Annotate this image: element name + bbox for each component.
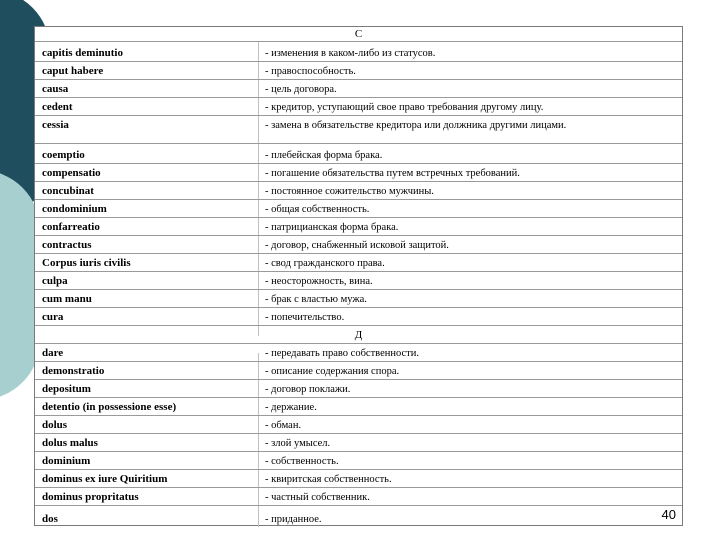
definition: - приданное. xyxy=(265,514,322,525)
definition: - общая собственность. xyxy=(265,204,370,215)
term: dos xyxy=(42,513,58,525)
definition: - злой умысел. xyxy=(265,438,331,449)
table-row xyxy=(35,452,682,470)
section-letter-d xyxy=(35,326,682,344)
definition: - брак с властью мужа. xyxy=(265,294,367,305)
definition: - собственность. xyxy=(265,456,339,467)
term: dolus malus xyxy=(42,437,98,449)
table-row xyxy=(35,488,682,506)
term: capitis deminutio xyxy=(42,47,123,59)
term: cedent xyxy=(42,101,73,113)
table-row xyxy=(35,80,682,98)
table-row xyxy=(35,62,682,80)
term: detentio (in possessione esse) xyxy=(42,401,177,413)
table-row xyxy=(35,416,682,434)
definition: - замена в обязательстве кредитора или должника другими лицами. xyxy=(265,120,567,131)
term: coemptio xyxy=(42,149,85,161)
term: cura xyxy=(42,311,64,323)
table-row xyxy=(35,164,682,182)
term: causa xyxy=(42,83,69,95)
term: cessia xyxy=(42,119,69,131)
term: dare xyxy=(42,347,64,359)
term: Corpus iuris civilis xyxy=(42,257,131,269)
table-row xyxy=(35,434,682,452)
term: dominium xyxy=(42,455,91,467)
table-row xyxy=(35,200,682,218)
term: concubinat xyxy=(42,185,94,197)
table-row xyxy=(35,218,682,236)
table-row xyxy=(35,506,682,527)
table-row xyxy=(35,98,682,116)
definition: - цель договора. xyxy=(265,84,337,95)
definition: - передавать право собственности. xyxy=(265,348,419,359)
table-row xyxy=(35,380,682,398)
definition: - договор поклажи. xyxy=(265,384,351,395)
definition: - квиритская собственность. xyxy=(265,474,392,485)
term: demonstratio xyxy=(42,365,105,377)
definition: - описание содержания спора. xyxy=(265,366,400,377)
definition: - кредитор, уступающий свое право требования другому лицу. xyxy=(265,102,544,113)
term: compensatio xyxy=(42,167,101,179)
definition: - обман. xyxy=(265,420,302,431)
table-row xyxy=(35,344,682,362)
table-row xyxy=(35,470,682,488)
table-row xyxy=(35,182,682,200)
definition: - держание. xyxy=(265,402,317,413)
definition: - договор, снабженный исковой защитой. xyxy=(265,240,449,251)
definition: - изменения в каком-либо из статусов. xyxy=(265,48,436,59)
definition: - погашение обязательства путем встречных требований. xyxy=(265,168,520,179)
term: confarreatio xyxy=(42,221,100,233)
definition: - неосторожность, вина. xyxy=(265,276,373,287)
definition: - постоянное сожительство мужчины. xyxy=(265,186,434,197)
definition: - свод гражданского права. xyxy=(265,258,385,269)
table-row xyxy=(35,116,682,144)
table-row xyxy=(35,290,682,308)
term: culpa xyxy=(42,275,68,287)
term: dominus ex iure Quiritium xyxy=(42,473,168,485)
table-row xyxy=(35,398,682,416)
term: caput habere xyxy=(42,65,104,77)
term: dolus xyxy=(42,419,68,431)
definition: - частный собственник. xyxy=(265,492,370,503)
definition: - патрицианская форма брака. xyxy=(265,222,399,233)
table-row xyxy=(35,144,682,164)
table-row xyxy=(35,308,682,326)
section-letter-c xyxy=(35,27,682,42)
term: depositum xyxy=(42,383,91,395)
table-row xyxy=(35,42,682,62)
definition: - попечительство. xyxy=(265,312,345,323)
term: dominus propritatus xyxy=(42,491,139,503)
page-number: 40 xyxy=(661,507,676,522)
term: contractus xyxy=(42,239,92,251)
section-letter-d-text: Д xyxy=(354,329,363,341)
term: cum manu xyxy=(42,293,92,305)
section-letter-c-text: С xyxy=(354,28,363,40)
table-row xyxy=(35,236,682,254)
glossary-table xyxy=(34,26,683,526)
definition: - правоспособность. xyxy=(265,66,356,77)
table-row xyxy=(35,272,682,290)
table-row xyxy=(35,254,682,272)
definition: - плебейская форма брака. xyxy=(265,150,383,161)
table-row xyxy=(35,362,682,380)
term: condominium xyxy=(42,203,107,215)
